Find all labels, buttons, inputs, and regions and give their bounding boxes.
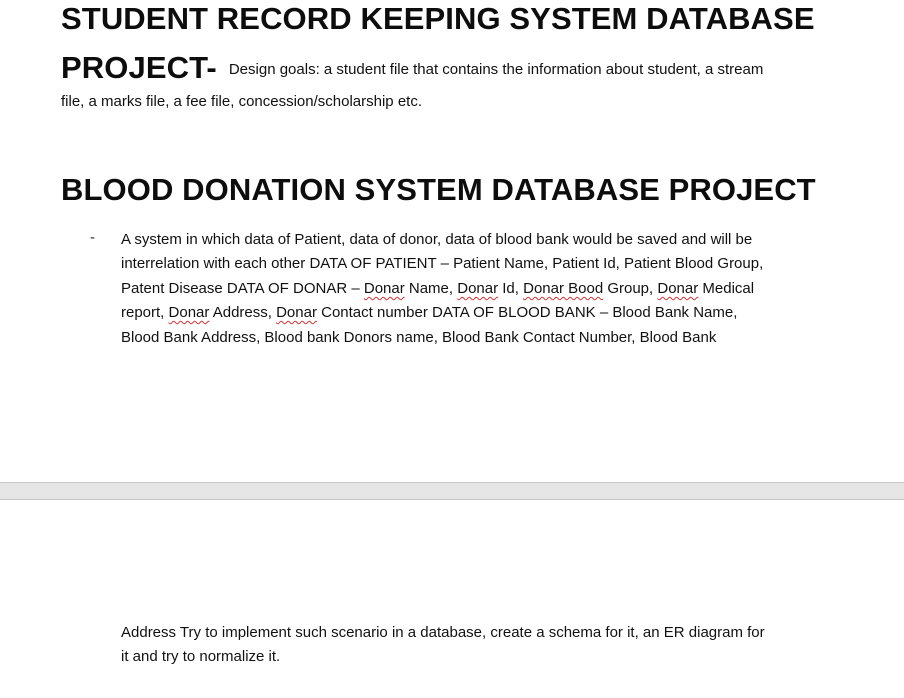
bullet-text-fragment: Name,: [404, 279, 458, 297]
list-item-blood-donation: [121, 228, 861, 350]
bullet-line-3: Patent Disease DATA OF DONAR –: [121, 279, 364, 297]
page-break-gap: [0, 482, 904, 500]
misspelled-word[interactable]: Donar: [168, 304, 210, 322]
design-goals-continuation: file, a marks file, a fee file, concession/scholarship etc.: [61, 93, 422, 110]
bullet-line-1: A system in which data of Patient, data of donor, data of blood bank would be saved and will be: [121, 231, 753, 248]
bullet-line-2: interrelation with each other DATA OF PATIENT – Patient Name, Patient Id, Patient Blood Group,: [121, 255, 764, 273]
bullet-line-5: Blood Bank Address, Blood bank Donors name, Blood Bank Contact Number, Blood Bank: [121, 328, 717, 346]
misspelled-word[interactable]: Donar: [457, 279, 499, 297]
bullet-text-fragment: Contact number DATA OF BLOOD BANK – Blood Bank Name,: [316, 304, 738, 322]
misspelled-word[interactable]: Donar: [657, 279, 699, 297]
continued-paragraph: [121, 621, 861, 670]
document-page-2: [0, 500, 904, 698]
heading-project-label: PROJECT-: [61, 50, 217, 85]
design-goals-text: Design goals: a student file that contains the information about student, a stream: [228, 61, 764, 78]
misspelled-word[interactable]: Donar: [363, 279, 405, 297]
page2-line-2: it and try to normalize it.: [121, 648, 281, 666]
bullet-text-fragment: Address,: [209, 304, 277, 322]
bullet-text-fragment: Group,: [603, 279, 658, 297]
heading-student-record: STUDENT RECORD KEEPING SYSTEM DATABASE: [61, 1, 815, 36]
heading-blood-donation: BLOOD DONATION SYSTEM DATABASE PROJECT: [61, 172, 816, 207]
bullet-text-fragment: Id,: [498, 279, 524, 297]
misspelled-word[interactable]: Donar Bood: [523, 279, 604, 297]
bullet-text-fragment: report,: [121, 304, 169, 322]
bullet-text-fragment: Medical: [698, 279, 755, 297]
heading-student-record-cont: [61, 50, 763, 86]
page2-line-1: Address Try to implement such scenario in a database, create a schema for it, an ER diagram for: [121, 624, 765, 641]
misspelled-word[interactable]: Donar: [276, 304, 317, 322]
list-bullet-dash: -: [90, 229, 95, 246]
